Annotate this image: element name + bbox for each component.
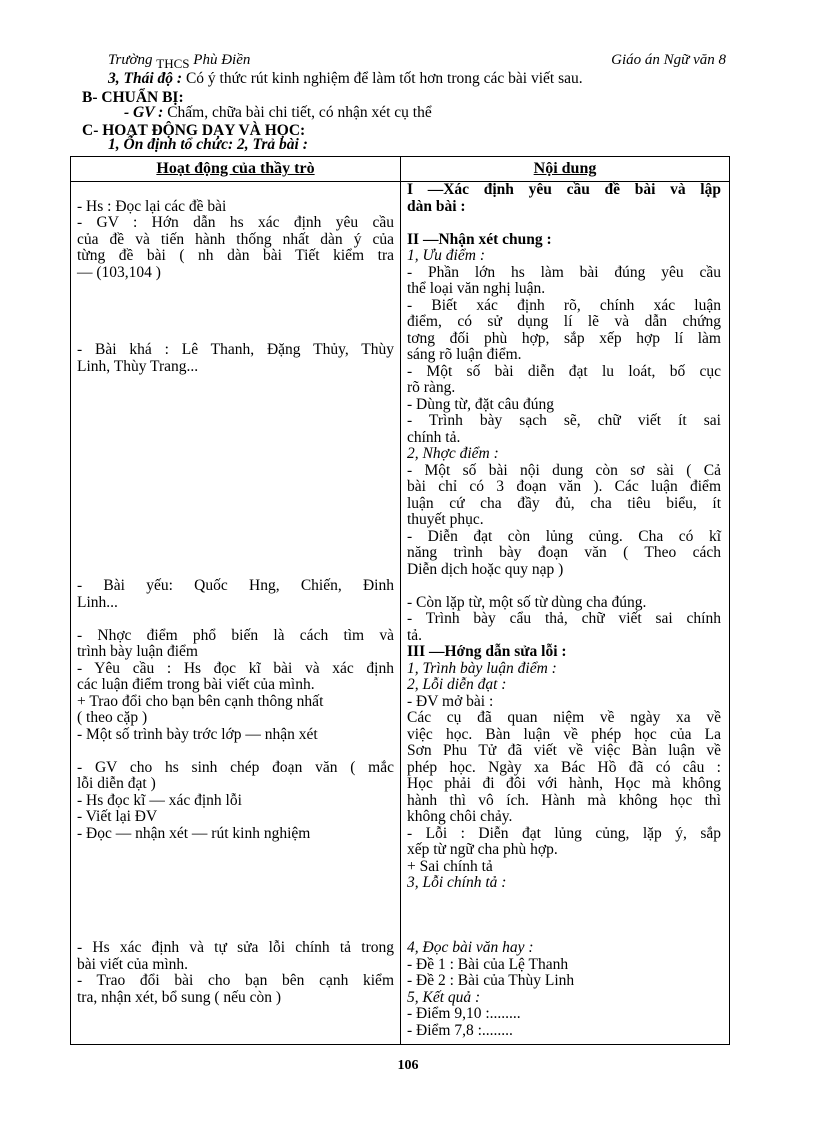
content-cell	[401, 182, 730, 1045]
attitude-line	[108, 70, 583, 87]
right-line: xếp từ ngữ cha phù hợp.	[407, 841, 558, 858]
right-line: - Một số bài diễn đạt lu loát, bố cục	[407, 363, 721, 380]
right-line: rõ ràng.	[407, 379, 456, 396]
left-line: - Yêu cầu : Hs đọc kĩ bài và xác định	[77, 660, 394, 677]
left-line: các luận điểm trong bài viết của mình.	[77, 676, 315, 693]
header-school-abbr: THCS	[156, 56, 190, 71]
left-line: - Hs : Đọc lại các đề bài	[77, 198, 227, 215]
right-line: - Phần lớn hs làm bài đúng yêu cầu	[407, 264, 721, 281]
left-line: tra, nhận xét, bổ sung ( nếu còn )	[77, 989, 282, 1006]
right-line: hành thì vô ích. Hành mà không học thì	[407, 792, 721, 809]
left-line: — (103,104 )	[77, 264, 161, 281]
right-line: luận cứ cha đầy đủ, cha tiêu biểu, ít	[407, 495, 721, 512]
left-line: - GV cho hs sinh chép đoạn văn ( mắc	[77, 759, 394, 776]
left-line: lỗi diễn đạt )	[77, 775, 156, 792]
right-line: chính tả.	[407, 429, 461, 446]
right-line: - Đề 1 : Bài của Lệ Thanh	[407, 956, 569, 973]
left-line: Linh, Thùy Trang...	[77, 358, 199, 375]
right-line: - Còn lặp từ, một số từ dùng cha đúng.	[407, 594, 647, 611]
left-line: - Đọc — nhận xét — rút kinh nghiệm	[77, 825, 311, 842]
right-line: - Đề 2 : Bài của Thùy Linh	[407, 972, 575, 989]
left-line: - GV : Hớn dẫn hs xác định yêu cầu	[77, 214, 394, 231]
left-line: - Nhợc điểm phổ biến là cách tìm và	[77, 627, 394, 644]
right-line: 4, Đọc bài văn hay :	[407, 939, 534, 956]
left-line: bài viết của mình.	[77, 956, 189, 973]
right-line: thuyết phục.	[407, 511, 484, 528]
right-line: - Dùng từ, đặt câu đúng	[407, 396, 555, 413]
left-line: - Trao đổi bài cho bạn bên cạnh kiểm	[77, 972, 394, 989]
left-line: - Bài khá : Lê Thanh, Đặng Thủy, Thùy	[77, 341, 394, 358]
right-line: 3, Lỗi chính tả :	[407, 874, 507, 891]
right-line: - Điểm 7,8 :........	[407, 1022, 513, 1039]
header-subject: Giáo án Ngữ văn 8	[611, 52, 726, 68]
left-line: của đề và tiến hành thống nhất dàn ý của	[77, 231, 394, 248]
right-column-header-text: Nội dung	[533, 160, 597, 177]
right-line: - Một số bài nội dung còn sơ sài ( Cả	[407, 462, 721, 479]
right-line: - Điểm 9,10 :........	[407, 1005, 521, 1022]
right-line: 2, Nhợc điểm :	[407, 445, 499, 462]
right-line: sáng rõ luận điểm.	[407, 346, 522, 363]
right-line: 2, Lỗi diễn đạt :	[407, 676, 507, 693]
right-line: III —Hớng dẫn sửa lỗi :	[407, 643, 567, 660]
activities-heading: C- HOẠT ĐỘNG DẠY VÀ HỌC:	[82, 122, 306, 139]
right-line: Diễn dịch hoặc quy nạp )	[407, 561, 564, 578]
left-line: - Một số trình bày trớc lớp — nhận xét	[77, 726, 318, 743]
left-line: trình bày luận điểm	[77, 643, 198, 660]
prep-gv-text: Chấm, chữa bài chi tiết, có nhận xét cụ thể	[163, 104, 432, 121]
activities-sub: 1, Ổn định tổ chức: 2, Trả bài :	[108, 136, 308, 153]
right-line: bài chỉ có 3 đoạn văn ). Các luận điểm	[407, 478, 721, 495]
right-line: - Trình bày cẩu thả, chữ viết sai chính	[407, 610, 721, 627]
header-school	[108, 52, 250, 69]
right-line: việc học. Bàn luận về phép học của La	[407, 726, 721, 743]
left-line: - Viết lại ĐV	[77, 808, 158, 825]
left-line: - Bài yếu: Quốc Hng, Chiến, Đinh	[77, 577, 394, 594]
header-school-prefix: Trường	[108, 52, 153, 68]
left-line: + Trao đổi cho bạn bên cạnh thông nhất	[77, 693, 324, 710]
left-column-header	[71, 157, 401, 182]
left-line: Linh...	[77, 594, 118, 611]
right-line: - Biết xác định rõ, chính xác luận	[407, 297, 721, 314]
right-line: thể loại văn nghị luận.	[407, 280, 546, 297]
page-number: 106	[397, 1058, 419, 1073]
lesson-table	[70, 156, 730, 1045]
right-line: - Diễn đạt còn lủng củng. Cha có kĩ	[407, 528, 721, 545]
right-line: 1, Trình bày luận điểm :	[407, 660, 557, 677]
right-line: dàn bài :	[407, 198, 466, 215]
right-line: I —Xác định yêu cầu đề bài và lập	[407, 181, 721, 198]
right-line: + Sai chính tả	[407, 858, 493, 875]
left-line: - Hs xác định và tự sửa lỗi chính tả trong	[77, 939, 394, 956]
right-line: - ĐV mở bài :	[407, 693, 494, 710]
right-line: 1, Ưu điểm :	[407, 247, 485, 264]
right-line: - Lỗi : Diễn đạt lủng củng, lặp ý, sắp	[407, 825, 721, 842]
attitude-text: Có ý thức rút kinh nghiệm để làm tốt hơn trong các bài viết sau.	[182, 70, 583, 87]
attitude-label: 3, Thái độ :	[108, 70, 183, 87]
right-line: năng trình bày đoạn văn ( Theo cách	[407, 544, 721, 561]
right-line: Sơn Phu Tử đã viết về việc Bàn luận về	[407, 742, 721, 759]
right-column-header	[401, 157, 730, 182]
right-line: tả.	[407, 627, 423, 644]
right-line: 5, Kết quả :	[407, 989, 481, 1006]
left-cell-content	[71, 182, 400, 1044]
teacher-student-activities-cell	[71, 182, 401, 1045]
left-line: - Hs đọc kĩ — xác định lỗi	[77, 792, 242, 809]
right-line: tơng đối phù hợp, sắp xếp hợp lí làm	[407, 330, 721, 347]
prep-gv-label: - GV :	[124, 104, 164, 121]
prep-gv-line	[124, 104, 432, 121]
right-line: - Trình bày sạch sẽ, chữ viết ít sai	[407, 412, 721, 429]
right-line: phép học. Ngày xa Bác Hồ đã có câu :	[407, 759, 721, 776]
header-school-name: Phù Điền	[193, 52, 251, 68]
left-line: từng đề bài ( nh dàn bài Tiết kiểm tra	[77, 247, 394, 264]
right-line: II —Nhận xét chung :	[407, 231, 552, 248]
right-line: điểm, có sử dụng lí lẽ và dẫn chứng	[407, 313, 721, 330]
right-line: Các cụ đã quan niệm về ngày xa về	[407, 709, 721, 726]
right-line: Học phải đi đôi với hành, Học mà không	[407, 775, 721, 792]
right-cell-content	[401, 182, 729, 1044]
prep-heading: B- CHUẨN BỊ:	[82, 89, 184, 106]
left-column-header-text: Hoạt động của thầy trò	[156, 160, 315, 177]
right-line: không chôi chảy.	[407, 808, 513, 825]
left-line: ( theo cặp )	[77, 709, 148, 726]
